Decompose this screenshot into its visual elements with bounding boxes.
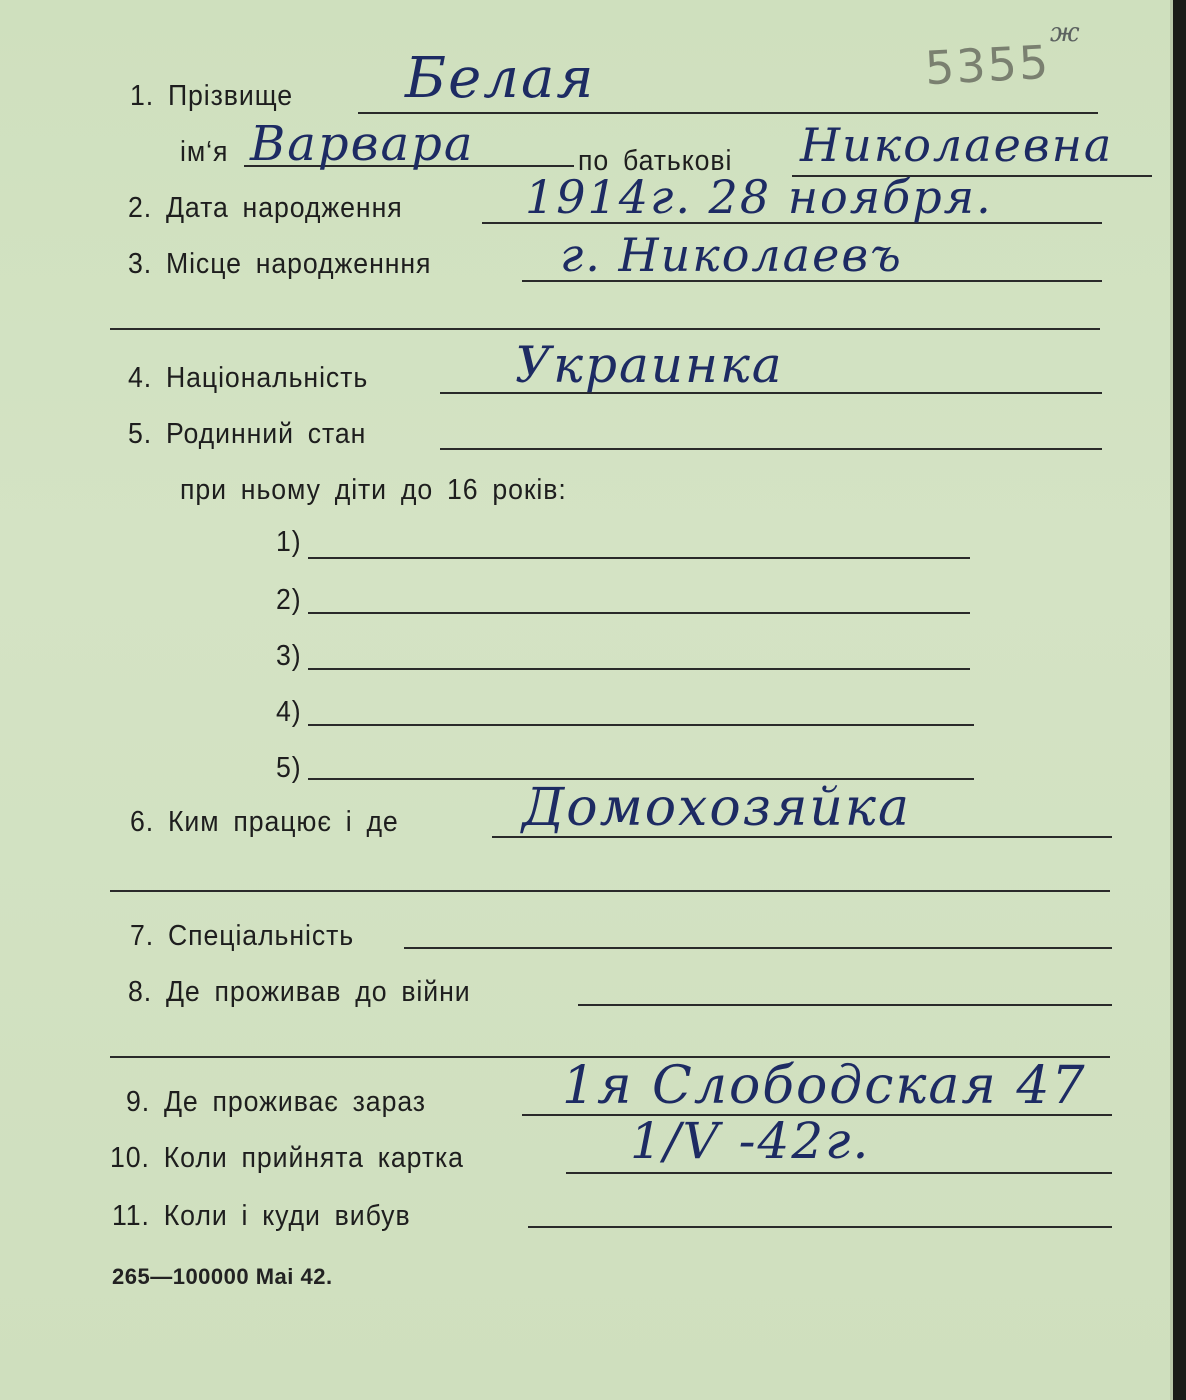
birth-date-label: 2. Дата народження [128,192,403,224]
marital-status-label: 5. Родинний стан [128,418,367,450]
birth-place-value: г. Николаевъ [560,228,903,282]
child-1-line [308,557,970,559]
birth-place-line-2 [110,328,1100,330]
card-accepted-line [566,1172,1112,1174]
print-code: 265—100000 Mai 42. [112,1264,333,1289]
patronymic-label: по батькові [578,145,733,177]
surname-value: Белая [405,46,596,111]
child-3-line [308,668,970,670]
children-label: при ньому діти до 16 років: [180,474,567,506]
surname-label: 1. Прізвище [130,80,294,112]
nationality-label: 4. Національність [128,362,369,394]
archive-number: 5355 [923,34,1052,96]
child-5-label: 5) [276,752,302,784]
first-name-value: Варвара [250,116,475,172]
card-accepted-label: 10. Коли прийнята картка [110,1142,464,1174]
departure-line [528,1226,1112,1228]
prewar-address-line [578,1004,1112,1006]
surname-line [358,112,1098,114]
birth-date-value: 1914г. 28 ноября. [525,170,993,224]
child-2-line [308,612,970,614]
child-4-line [308,724,974,726]
occupation-value: Домохозяйка [522,778,911,838]
prewar-address-label: 8. Де проживав до війни [128,976,471,1008]
specialty-label: 7. Спеціальність [130,920,355,952]
nationality-value: Украинка [515,336,784,394]
birth-place-label: 3. Місце народженння [128,248,432,280]
card-accepted-value: 1/V -42г. [630,1112,871,1170]
departure-label: 11. Коли і куди вибув [112,1200,411,1232]
current-address-value: 1я Слободская 47 [562,1056,1087,1116]
current-address-label: 9. Де проживає зараз [126,1086,426,1118]
child-3-label: 3) [276,640,302,672]
child-1-label: 1) [276,526,302,558]
occupation-line-2 [110,890,1110,892]
child-4-label: 4) [276,696,302,728]
archive-number-suffix: ж [1050,18,1080,48]
occupation-label: 6. Ким працює і де [130,806,399,838]
child-2-label: 2) [276,584,302,616]
first-name-label: ім‘я [180,136,229,168]
specialty-line [404,947,1112,949]
marital-status-line [440,448,1102,450]
patronymic-value: Николаевна [800,118,1114,172]
